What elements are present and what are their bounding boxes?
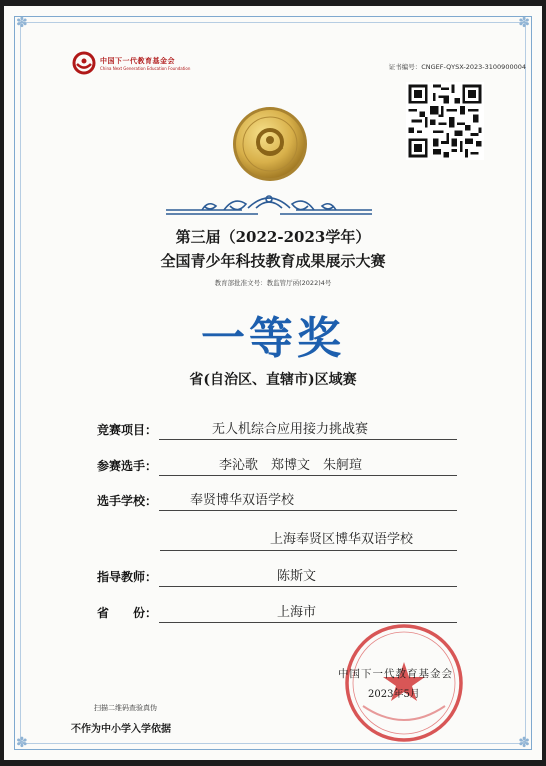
teacher-value: 陈斯文 — [277, 569, 317, 584]
underline — [160, 550, 457, 551]
org-logo — [72, 51, 190, 75]
underline — [159, 586, 457, 587]
field-project — [97, 418, 457, 440]
field-province — [97, 601, 457, 623]
field-label: 参赛选手： — [97, 459, 158, 473]
competition-level: 省(自治区、直辖市)区域赛 — [189, 372, 357, 388]
org-name-en: China Next Generation Education Foundation — [100, 65, 191, 71]
competition-title-line1: 第三届（2022-2023学年） — [175, 228, 371, 246]
official-seal-icon — [343, 622, 465, 744]
gold-medal-icon — [231, 105, 309, 183]
corner-ornament-icon: ✽ — [16, 735, 28, 751]
certificate-number: 证书编号：CNGEF-QYSX-2023-3100900004 — [388, 63, 526, 71]
issue-date: 2023年5月 — [368, 689, 420, 700]
underline — [159, 475, 457, 476]
underline — [159, 439, 457, 440]
participants-value: 李沁歌 郑博文 朱舸瑄 — [219, 458, 363, 473]
not-admission-basis: 不作为中小学入学依据 — [71, 724, 171, 735]
school-value: 奉贤博华双语学校 — [190, 493, 295, 508]
field-label: 指导教师： — [97, 570, 158, 584]
foundation-logo-icon — [72, 51, 96, 75]
field-teacher — [97, 565, 457, 587]
school-value-secondary: 上海奉贤区博华双语学校 — [270, 532, 414, 547]
qr-code-icon — [406, 82, 484, 160]
field-label: 省 份： — [97, 606, 158, 620]
province-value: 上海市 — [277, 605, 317, 620]
project-value: 无人机综合应用接力挑战赛 — [212, 422, 369, 437]
underline — [159, 510, 457, 511]
approval-number: 教育部批准文号：教监管厅函(2022)4号 — [214, 279, 332, 287]
scan-note: 扫描二维码查验真伪 — [94, 704, 157, 712]
ornament-divider-icon — [162, 190, 376, 218]
issuer-name: 中国下一代教育基金会 — [338, 668, 453, 680]
field-participants — [97, 454, 457, 476]
award-name: 一等奖 — [201, 313, 345, 364]
field-label: 选手学校： — [97, 494, 158, 508]
corner-ornament-icon: ✽ — [16, 15, 28, 31]
field-label: 竞赛项目： — [97, 423, 158, 437]
competition-title-line2: 全国青少年科技教育成果展示大赛 — [160, 252, 386, 270]
corner-ornament-icon: ✽ — [518, 15, 530, 31]
corner-ornament-icon: ✽ — [518, 735, 530, 751]
field-school — [97, 489, 457, 511]
org-name-cn: 中国下一代教育基金会 — [100, 56, 175, 65]
